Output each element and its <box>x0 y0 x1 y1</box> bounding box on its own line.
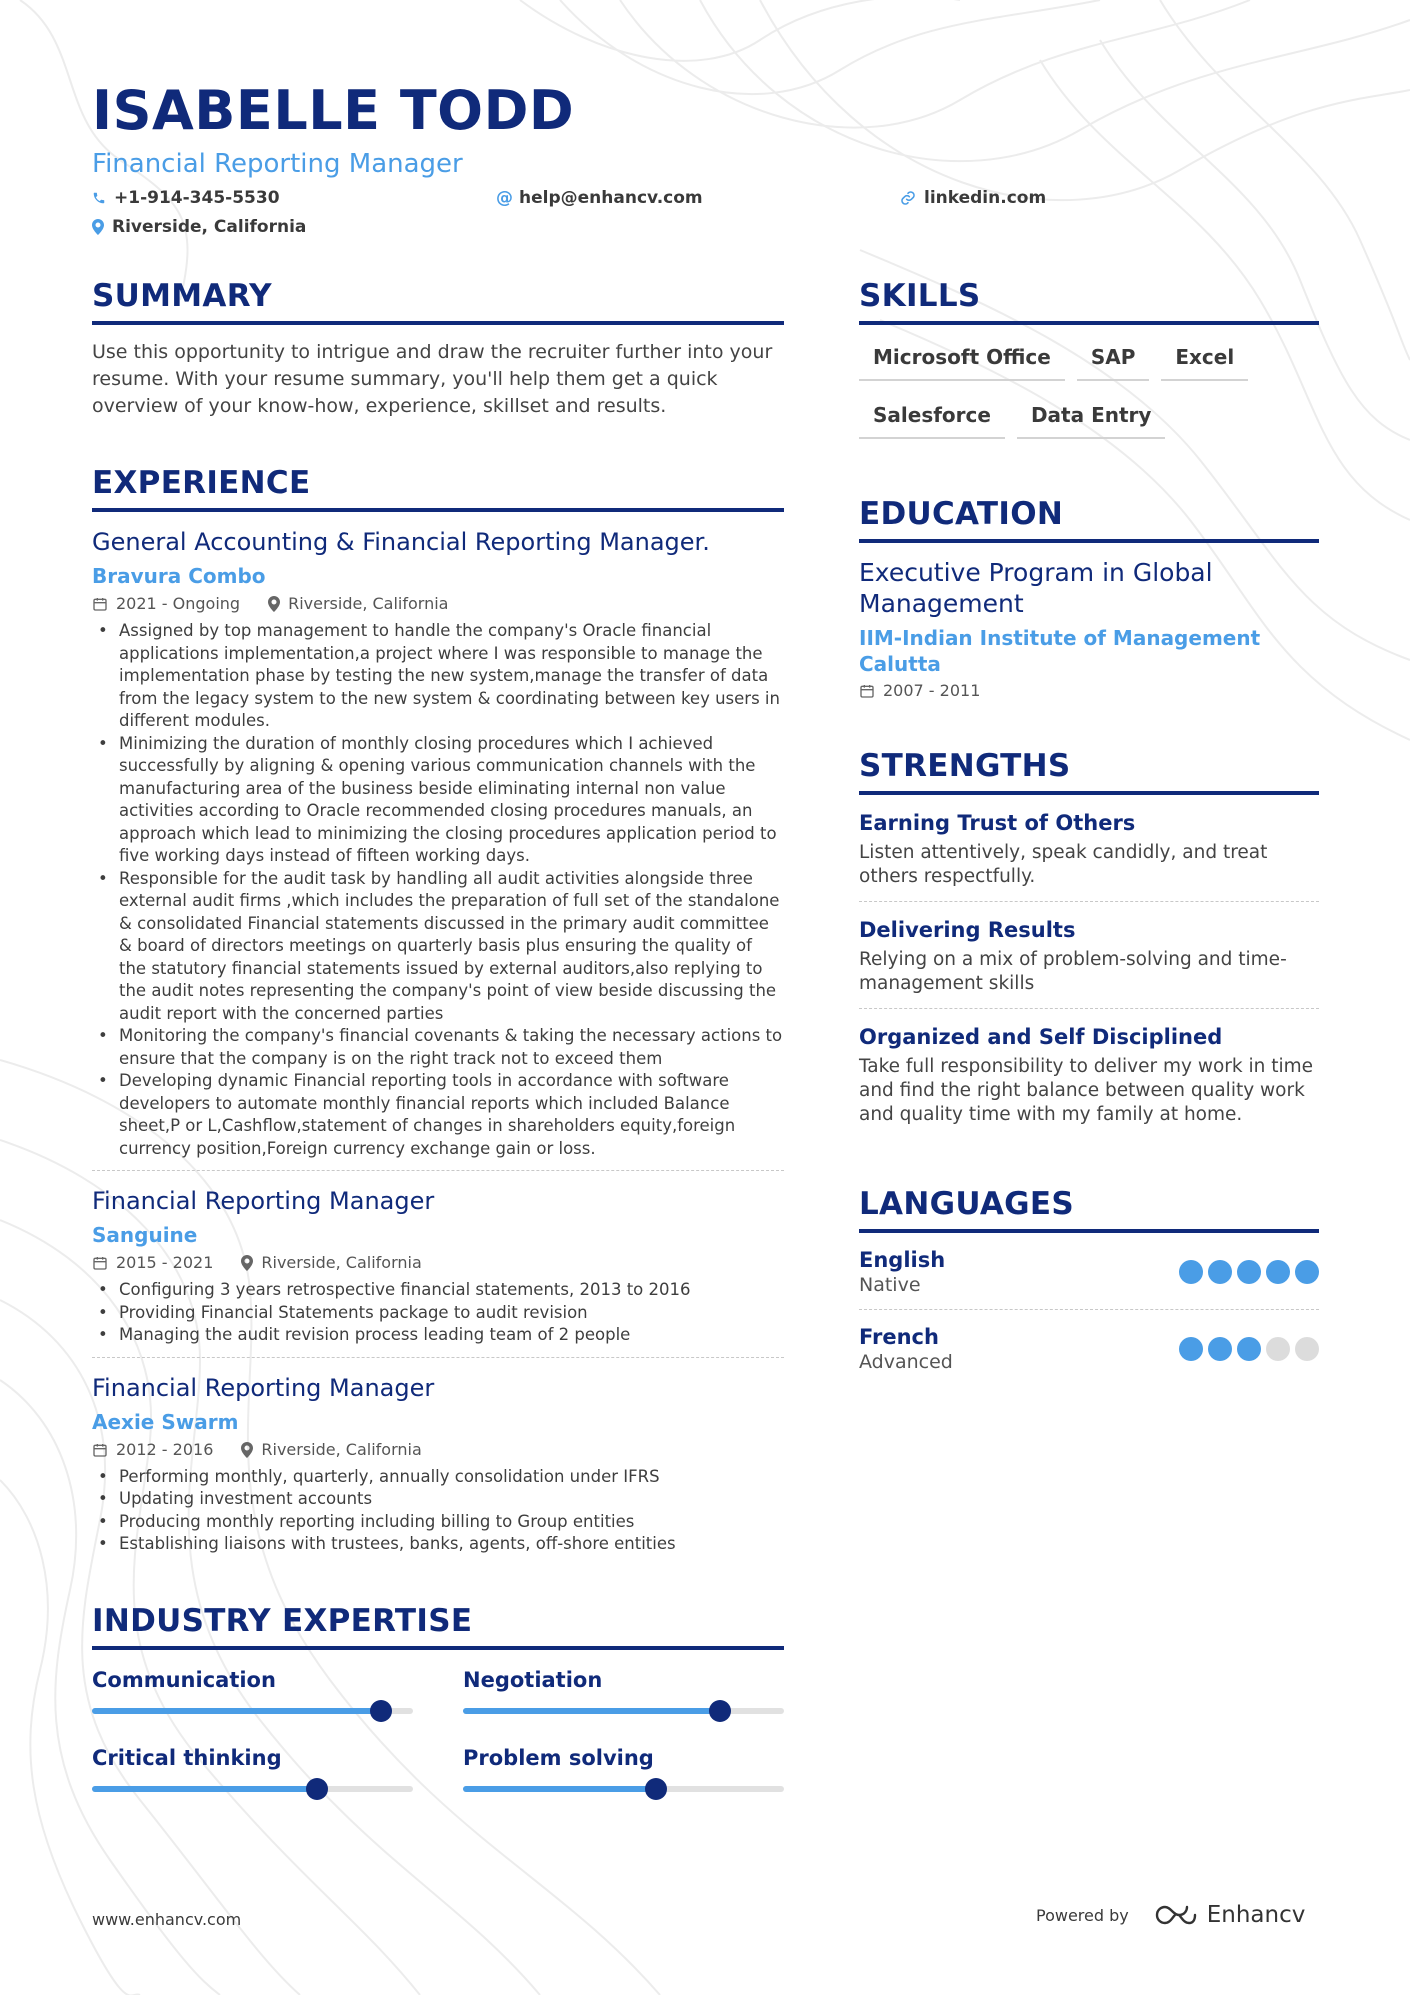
calendar-icon <box>859 683 875 699</box>
expertise-item <box>92 1744 413 1792</box>
education-dates <box>859 681 980 701</box>
job-bullets <box>92 1466 784 1556</box>
summary-section <box>92 275 784 420</box>
resume-header <box>92 78 1322 248</box>
contact-email[interactable] <box>496 188 703 208</box>
job-company: Sanguine <box>92 1223 198 1247</box>
strength-title: Organized and Self Disciplined <box>859 1025 1223 1049</box>
job-dates <box>92 1253 213 1273</box>
job-bullet: • Updating investment accounts <box>92 1488 784 1511</box>
location-text: Riverside, California <box>112 217 307 237</box>
rating-dot <box>1295 1260 1319 1284</box>
job-bullets <box>92 620 784 1160</box>
language-item <box>859 1310 1319 1386</box>
job-dates <box>92 1440 213 1460</box>
calendar-icon <box>92 1442 108 1458</box>
education-degree: Executive Program in Global Management <box>859 558 1213 618</box>
contact-info <box>92 188 1322 248</box>
phone-icon <box>92 191 106 205</box>
education-dates-text: 2007 - 2011 <box>883 681 981 700</box>
job-bullet: • Developing dynamic Financial reporting tools in accordance with software developers to automate monthly financial reports which included Balance sheet,P or L,Cashflow,statement of changes in shareholders equity,foreign currency position,Foreign currency exchange gain or loss. <box>92 1070 784 1160</box>
location-pin-icon <box>241 1255 253 1271</box>
summary-text: Use this opportunity to intrigue and draw the recruiter further into your resume. With your resume summary, you'll help them get a quick overview of your know-how, experience, skillset and results. <box>92 341 773 417</box>
job-title: Financial Reporting Manager <box>92 1187 435 1215</box>
location-pin-icon <box>241 1442 253 1458</box>
expertise-bar <box>463 1786 784 1792</box>
expertise-name: Negotiation <box>463 1667 603 1692</box>
left-column <box>92 275 784 1836</box>
strength-desc: Take full responsibility to deliver my work in time and find the right balance between quality work and quality time with my family at home. <box>859 1056 1314 1125</box>
job-entry <box>92 512 784 1171</box>
expertise-name: Problem solving <box>463 1745 654 1770</box>
location-pin-icon <box>92 219 104 235</box>
job-location-text: Riverside, California <box>261 1439 422 1459</box>
rating-dot <box>1179 1260 1203 1284</box>
expertise-item <box>463 1744 784 1792</box>
location-pin-icon <box>268 596 280 612</box>
job-bullet: • Minimizing the duration of monthly closing procedures which I achieved successfully by aligning & opening various communication channels with the manufacturing area of the business beside eliminating internal non value activities according to Oracle recommended closing procedures manuals, an approach which lead to minimizing the closing procedures application period to five working days instead of fifteen working days. <box>92 733 784 868</box>
education-school: IIM-Indian Institute of Management Calutta <box>859 626 1261 676</box>
job-bullet: • Assigned by top management to handle the company's Oracle financial applications implementation,a project where I was responsible to manage the implementation phase by testing the new system,manage the transfer of data from the legacy system to the new system & coordinating between key users in different modules. <box>92 620 784 733</box>
language-item <box>859 1233 1319 1310</box>
candidate-title: Financial Reporting Manager <box>92 149 463 179</box>
strength-desc: Relying on a mix of problem-solving and time-management skills <box>859 949 1287 994</box>
summary-heading: SUMMARY <box>92 275 784 325</box>
strength-title: Earning Trust of Others <box>859 811 1136 835</box>
brand-text: Enhancv <box>1206 1902 1306 1928</box>
skills-heading: SKILLS <box>859 275 1319 325</box>
contact-location <box>92 217 306 237</box>
skill-tag: Salesforce <box>859 395 1005 439</box>
language-rating <box>1174 1260 1319 1284</box>
skill-tag: Excel <box>1161 337 1248 381</box>
job-entry <box>92 1358 784 1566</box>
enhancv-logo-icon <box>1153 1903 1199 1927</box>
expertise-bar-knob <box>306 1778 328 1800</box>
skills-section <box>859 275 1319 453</box>
rating-dot <box>1295 1337 1319 1361</box>
rating-dot <box>1237 1337 1261 1361</box>
expertise-grid <box>92 1666 784 1792</box>
experience-section <box>92 462 784 1566</box>
job-dates-text: 2012 - 2016 <box>116 1439 214 1459</box>
languages-section <box>859 1183 1319 1386</box>
strengths-section <box>859 745 1319 1139</box>
job-bullet: • Performing monthly, quarterly, annually consolidation under IFRS <box>92 1466 784 1489</box>
contact-linkedin[interactable] <box>900 188 1046 208</box>
expertise-bar-fill <box>463 1708 720 1714</box>
job-location <box>268 594 448 614</box>
industry-expertise-heading: INDUSTRY EXPERTISE <box>92 1600 784 1650</box>
education-heading: EDUCATION <box>859 493 1319 543</box>
strength-item <box>859 1009 1319 1139</box>
job-location <box>241 1253 421 1273</box>
language-level: Advanced <box>859 1351 953 1373</box>
rating-dot <box>1237 1260 1261 1284</box>
email-text: help@enhancv.com <box>519 188 703 208</box>
expertise-name: Communication <box>92 1667 276 1692</box>
rating-dot <box>1208 1260 1232 1284</box>
expertise-bar <box>92 1786 413 1792</box>
job-bullet: • Providing Financial Statements package to audit revision <box>92 1302 784 1325</box>
skill-tag: Microsoft Office <box>859 337 1065 381</box>
education-meta <box>859 681 1319 701</box>
rating-dot <box>1208 1337 1232 1361</box>
skill-tag: SAP <box>1077 337 1150 381</box>
job-location-text: Riverside, California <box>288 594 449 613</box>
expertise-bar <box>92 1708 413 1714</box>
job-bullets <box>92 1279 784 1347</box>
expertise-bar-fill <box>92 1708 381 1714</box>
right-column <box>859 275 1319 1430</box>
expertise-bar-knob <box>645 1778 667 1800</box>
expertise-item <box>463 1666 784 1714</box>
footer-powered-by <box>1036 1902 1305 1928</box>
at-icon: @ <box>496 188 513 208</box>
language-name: French <box>859 1325 939 1349</box>
strength-item <box>859 795 1319 902</box>
strength-item <box>859 902 1319 1009</box>
industry-expertise-section <box>92 1600 784 1792</box>
experience-heading: EXPERIENCE <box>92 462 784 512</box>
rating-dot <box>1179 1337 1203 1361</box>
language-level: Native <box>859 1274 921 1296</box>
job-dates-text: 2015 - 2021 <box>116 1253 214 1272</box>
skill-tags <box>859 337 1319 453</box>
rating-dot <box>1266 1260 1290 1284</box>
contact-phone <box>92 188 280 208</box>
job-location <box>241 1440 421 1460</box>
languages-heading: LANGUAGES <box>859 1183 1319 1233</box>
job-location-text: Riverside, California <box>261 1253 422 1272</box>
phone-text: +1-914-345-5530 <box>114 188 280 208</box>
job-title: General Accounting & Financial Reporting Manager. <box>92 528 710 556</box>
education-section <box>859 493 1319 701</box>
job-bullet: • Establishing liaisons with trustees, banks, agents, off-shore entities <box>92 1533 784 1556</box>
rating-dot <box>1266 1337 1290 1361</box>
expertise-bar-knob <box>370 1700 392 1722</box>
calendar-icon <box>92 596 108 612</box>
footer-website[interactable]: www.enhancv.com <box>92 1910 242 1929</box>
language-name: English <box>859 1248 946 1272</box>
job-bullet: • Responsible for the audit task by handling all audit activities alongside three external audit firms ,which includes the preparation of full set of the standalone & consolidated Financial statements discussed in the primary audit committee & board of directors meetings on quarterly basis plus ensuring the quality of the statutory financial statements issued by external auditors,also replying to the audit notes representing the company's point of view beside discussing the audit report with the concerned parties <box>92 868 784 1026</box>
job-meta <box>92 1440 784 1460</box>
job-dates <box>92 594 240 614</box>
linkedin-text: linkedin.com <box>924 188 1047 208</box>
job-company: Bravura Combo <box>92 564 266 588</box>
job-entry <box>92 1171 784 1358</box>
skill-tag: Data Entry <box>1017 395 1165 439</box>
enhancv-logo[interactable] <box>1153 1902 1306 1928</box>
job-meta <box>92 594 784 614</box>
job-bullet: • Producing monthly reporting including billing to Group entities <box>92 1511 784 1534</box>
job-title: Financial Reporting Manager <box>92 1373 435 1402</box>
expertise-name: Critical thinking <box>92 1745 282 1770</box>
expertise-bar-fill <box>463 1786 656 1792</box>
job-bullet: • Configuring 3 years retrospective financial statements, 2013 to 2016 <box>92 1279 784 1302</box>
calendar-icon <box>92 1255 108 1271</box>
expertise-bar-fill <box>92 1786 317 1792</box>
language-info <box>859 1324 953 1374</box>
job-bullet: • Managing the audit revision process leading team of 2 people <box>92 1324 784 1347</box>
strength-desc: Listen attentively, speak candidly, and treat others respectfully. <box>859 842 1268 887</box>
language-info <box>859 1247 945 1297</box>
expertise-item <box>92 1666 413 1714</box>
candidate-name: ISABELLE TODD <box>92 79 575 142</box>
job-meta <box>92 1253 784 1273</box>
job-dates-text: 2021 - Ongoing <box>116 594 241 613</box>
job-company: Aexie Swarm <box>92 1409 239 1434</box>
expertise-bar-knob <box>709 1700 731 1722</box>
job-bullet: • Monitoring the company's financial covenants & taking the necessary actions to ensure that the company is on the right track not to exceed them <box>92 1025 784 1070</box>
strengths-heading: STRENGTHS <box>859 745 1319 795</box>
strength-title: Delivering Results <box>859 918 1076 942</box>
language-rating <box>1174 1337 1319 1361</box>
powered-by-text: Powered by <box>1036 1905 1129 1925</box>
link-icon <box>900 190 916 206</box>
expertise-bar <box>463 1708 784 1714</box>
